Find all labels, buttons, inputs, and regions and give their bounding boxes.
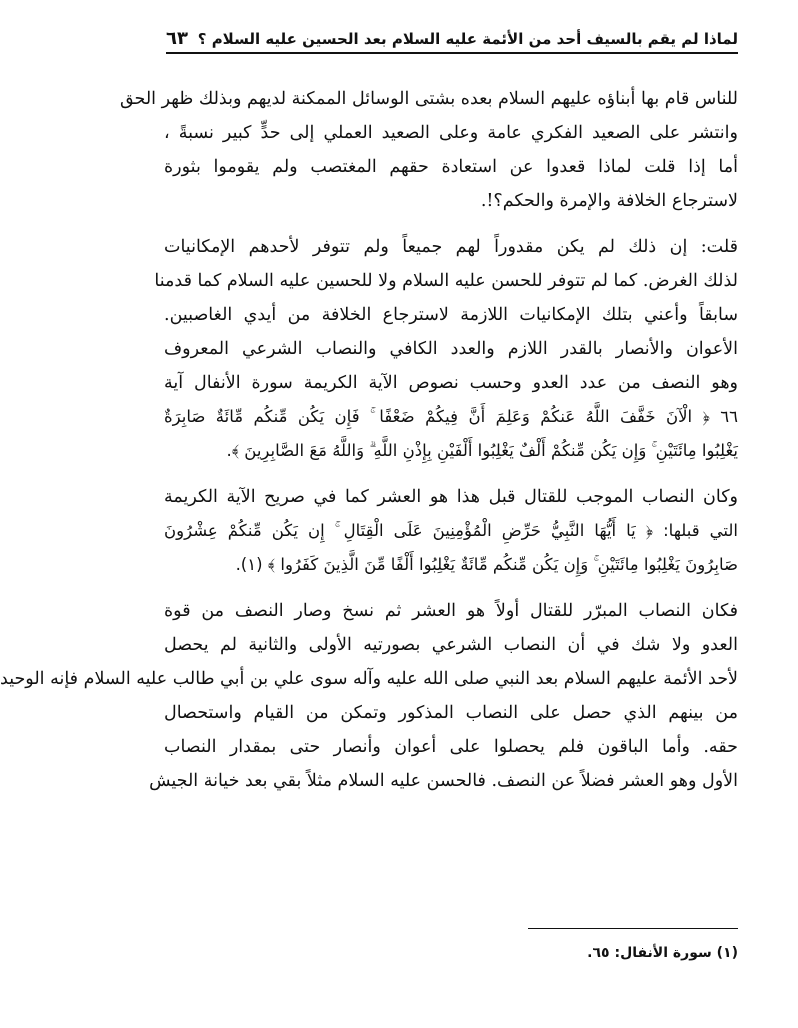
paragraph-4	[0, 594, 738, 798]
text-line: للناس قام بها أبناؤه عليهم السلام بعده بشتى الوسائل الممكنة لديهم وبذلك ظهر الحق	[119, 89, 738, 109]
text-line: فكان النصاب المبرّر للقتال أولاً هو العشر ثم نسخ وصار النصف من قوة	[164, 601, 738, 621]
paragraph-2	[154, 230, 738, 468]
text-line: وهو النصف من عدد العدو وحسب نصوص الآية الكريمة سورة الأنفال آية	[164, 373, 738, 393]
quran-verse-line: صَابِرُونَ يَغْلِبُوا مِائَتَيْنِ ۚ وَإِن يَكُن مِّنكُم مِّائَةٌ يَغْلِبُوا أَلْفًا مِّنَ الَّذِينَ كَفَرُوا ﴾ (١).	[235, 555, 738, 574]
footnote-divider	[528, 928, 738, 929]
page-header	[166, 18, 738, 54]
text-line: لأحد الأئمة عليهم السلام بعد النبي صلى الله عليه وآله سوى علي بن أبي طالب عليه السلام فإنه الوحيد	[0, 669, 738, 689]
body-text	[0, 82, 738, 810]
text-line: لاسترجاع الخلافة والإمرة والحكم؟!.	[480, 191, 738, 211]
footnote: (١) سورة الأنفال: ٦٥.	[587, 945, 738, 961]
page-number: ٦٣	[166, 28, 188, 49]
text-line: حقه. وأما الباقون فلم يحصلوا على أعوان وأنصار حتى بمقدار النصاب	[164, 737, 738, 757]
text-line: سابقاً وأعني بتلك الإمكانيات اللازمة لاسترجاع الخلافة من أيدي الغاصبين.	[164, 305, 738, 325]
text-line: وكان النصاب الموجب للقتال قبل هذا هو العشر كما في صريح الآية الكريمة	[164, 487, 738, 507]
text-line: لذلك الغرض. كما لم تتوفر للحسن عليه السلام ولا للحسين عليه السلام كما قدمنا	[154, 271, 738, 291]
text-line: الأول وهو العشر فضلاً عن النصف. فالحسن عليه السلام مثلاً بقي بعد خيانة الجيش	[149, 771, 738, 791]
quran-verse-line: يَغْلِبُوا مِائَتَيْنِ ۚ وَإِن يَكُن مِّنكُمْ أَلْفٌ يَغْلِبُوا أَلْفَيْنِ بِإِذْنِ اللَّهِ ۗ وَاللَّهُ مَعَ الصَّابِرِينَ ﴾.	[226, 441, 738, 460]
paragraph-3	[164, 480, 738, 582]
text-line: قلت: إن ذلك لم يكن مقدوراً لهم جميعاً ولم تتوفر لأحدهم الإمكانيات	[164, 237, 738, 257]
quran-verse-line: التي قبلها: ﴿ يَا أَيُّهَا النَّبِيُّ حَرِّضِ الْمُؤْمِنِينَ عَلَى الْقِتَالِ ۚ إِن يَكُن مِّنكُمْ عِشْرُونَ	[164, 521, 738, 540]
text-line: الأعوان والأنصار بالقدر اللازم والعدد الكافي والنصاب الشرعي المعروف	[164, 339, 738, 359]
paragraph-1	[119, 82, 738, 218]
text-line: وانتشر على الصعيد الفكري عامة وعلى الصعيد العملي إلى حدٍّ كبير نسبةً ،	[164, 123, 738, 143]
running-title: لماذا لم يقم بالسيف أحد من الأئمة عليه السلام بعد الحسين عليه السلام ؟	[197, 30, 738, 48]
text-line: من بينهم الذي حصل على النصاب المذكور وتمكن من القيام واستحصال	[164, 703, 738, 723]
quran-verse-line: ٦٦ ﴿ الْآنَ خَفَّفَ اللَّهُ عَنكُمْ وَعَلِمَ أَنَّ فِيكُمْ ضَعْفًا ۚ فَإِن يَكُن مِّنكُم مِّائَةٌ صَابِرَةٌ	[164, 407, 738, 426]
text-line: العدو ولا شك في أن النصاب الشرعي بصورتيه الأولى والثانية لم يحصل	[164, 635, 738, 655]
text-line: أما إذا قلت لماذا قعدوا عن استعادة حقهم المغتصب ولم يقوموا بثورة	[164, 157, 738, 177]
